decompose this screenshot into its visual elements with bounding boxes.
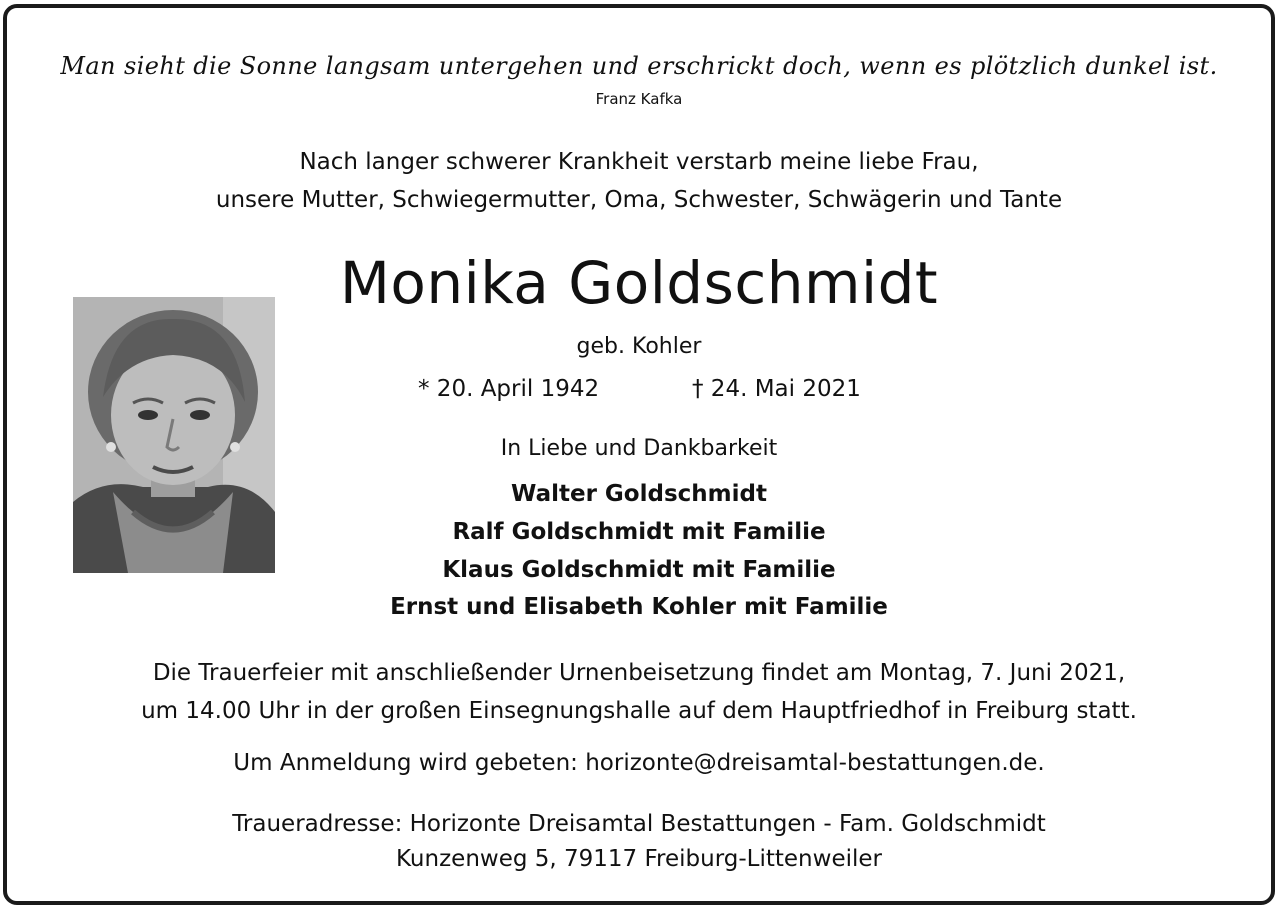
mourners-heading: In Liebe und Dankbarkeit bbox=[500, 436, 778, 461]
obituary-notice bbox=[3, 4, 1275, 905]
funeral-info-line-1: Die Trauerfeier mit anschließender Urnenbeisetzung findet am Montag, 7. Juni 2021, bbox=[152, 660, 1126, 686]
mourning-address-line-2: Kunzenweg 5, 79117 Freiburg-Littenweiler bbox=[396, 846, 882, 872]
mourner-name: Walter Goldschmidt bbox=[511, 481, 767, 507]
birth-date: * 20. April 1942 bbox=[418, 376, 600, 402]
intro-line-1: Nach langer schwerer Krankheit verstarb meine liebe Frau, bbox=[299, 149, 979, 175]
birth-name: geb. Kohler bbox=[576, 334, 702, 359]
mourner-name: Klaus Goldschmidt mit Familie bbox=[442, 557, 836, 583]
quote-author: Franz Kafka bbox=[595, 90, 683, 108]
registration-note: Um Anmeldung wird gebeten: horizonte@dreisamtal-bestattungen.de. bbox=[233, 750, 1045, 776]
quote-text: Man sieht die Sonne langsam untergehen und erschrickt doch, wenn es plötzlich dunkel ist. bbox=[60, 52, 1218, 80]
mourning-address-line-1: Traueradresse: Horizonte Dreisamtal Bestattungen - Fam. Goldschmidt bbox=[232, 811, 1046, 837]
intro-line-2: unsere Mutter, Schwiegermutter, Oma, Schwester, Schwägerin und Tante bbox=[215, 187, 1063, 213]
deceased-name: Monika Goldschmidt bbox=[339, 249, 939, 317]
mourner-name: Ralf Goldschmidt mit Familie bbox=[452, 519, 826, 545]
death-date: † 24. Mai 2021 bbox=[692, 376, 861, 402]
mourner-name: Ernst und Elisabeth Kohler mit Familie bbox=[390, 594, 888, 620]
funeral-info-line-2: um 14.00 Uhr in der großen Einsegnungshalle auf dem Hauptfriedhof in Freiburg statt. bbox=[141, 698, 1137, 724]
